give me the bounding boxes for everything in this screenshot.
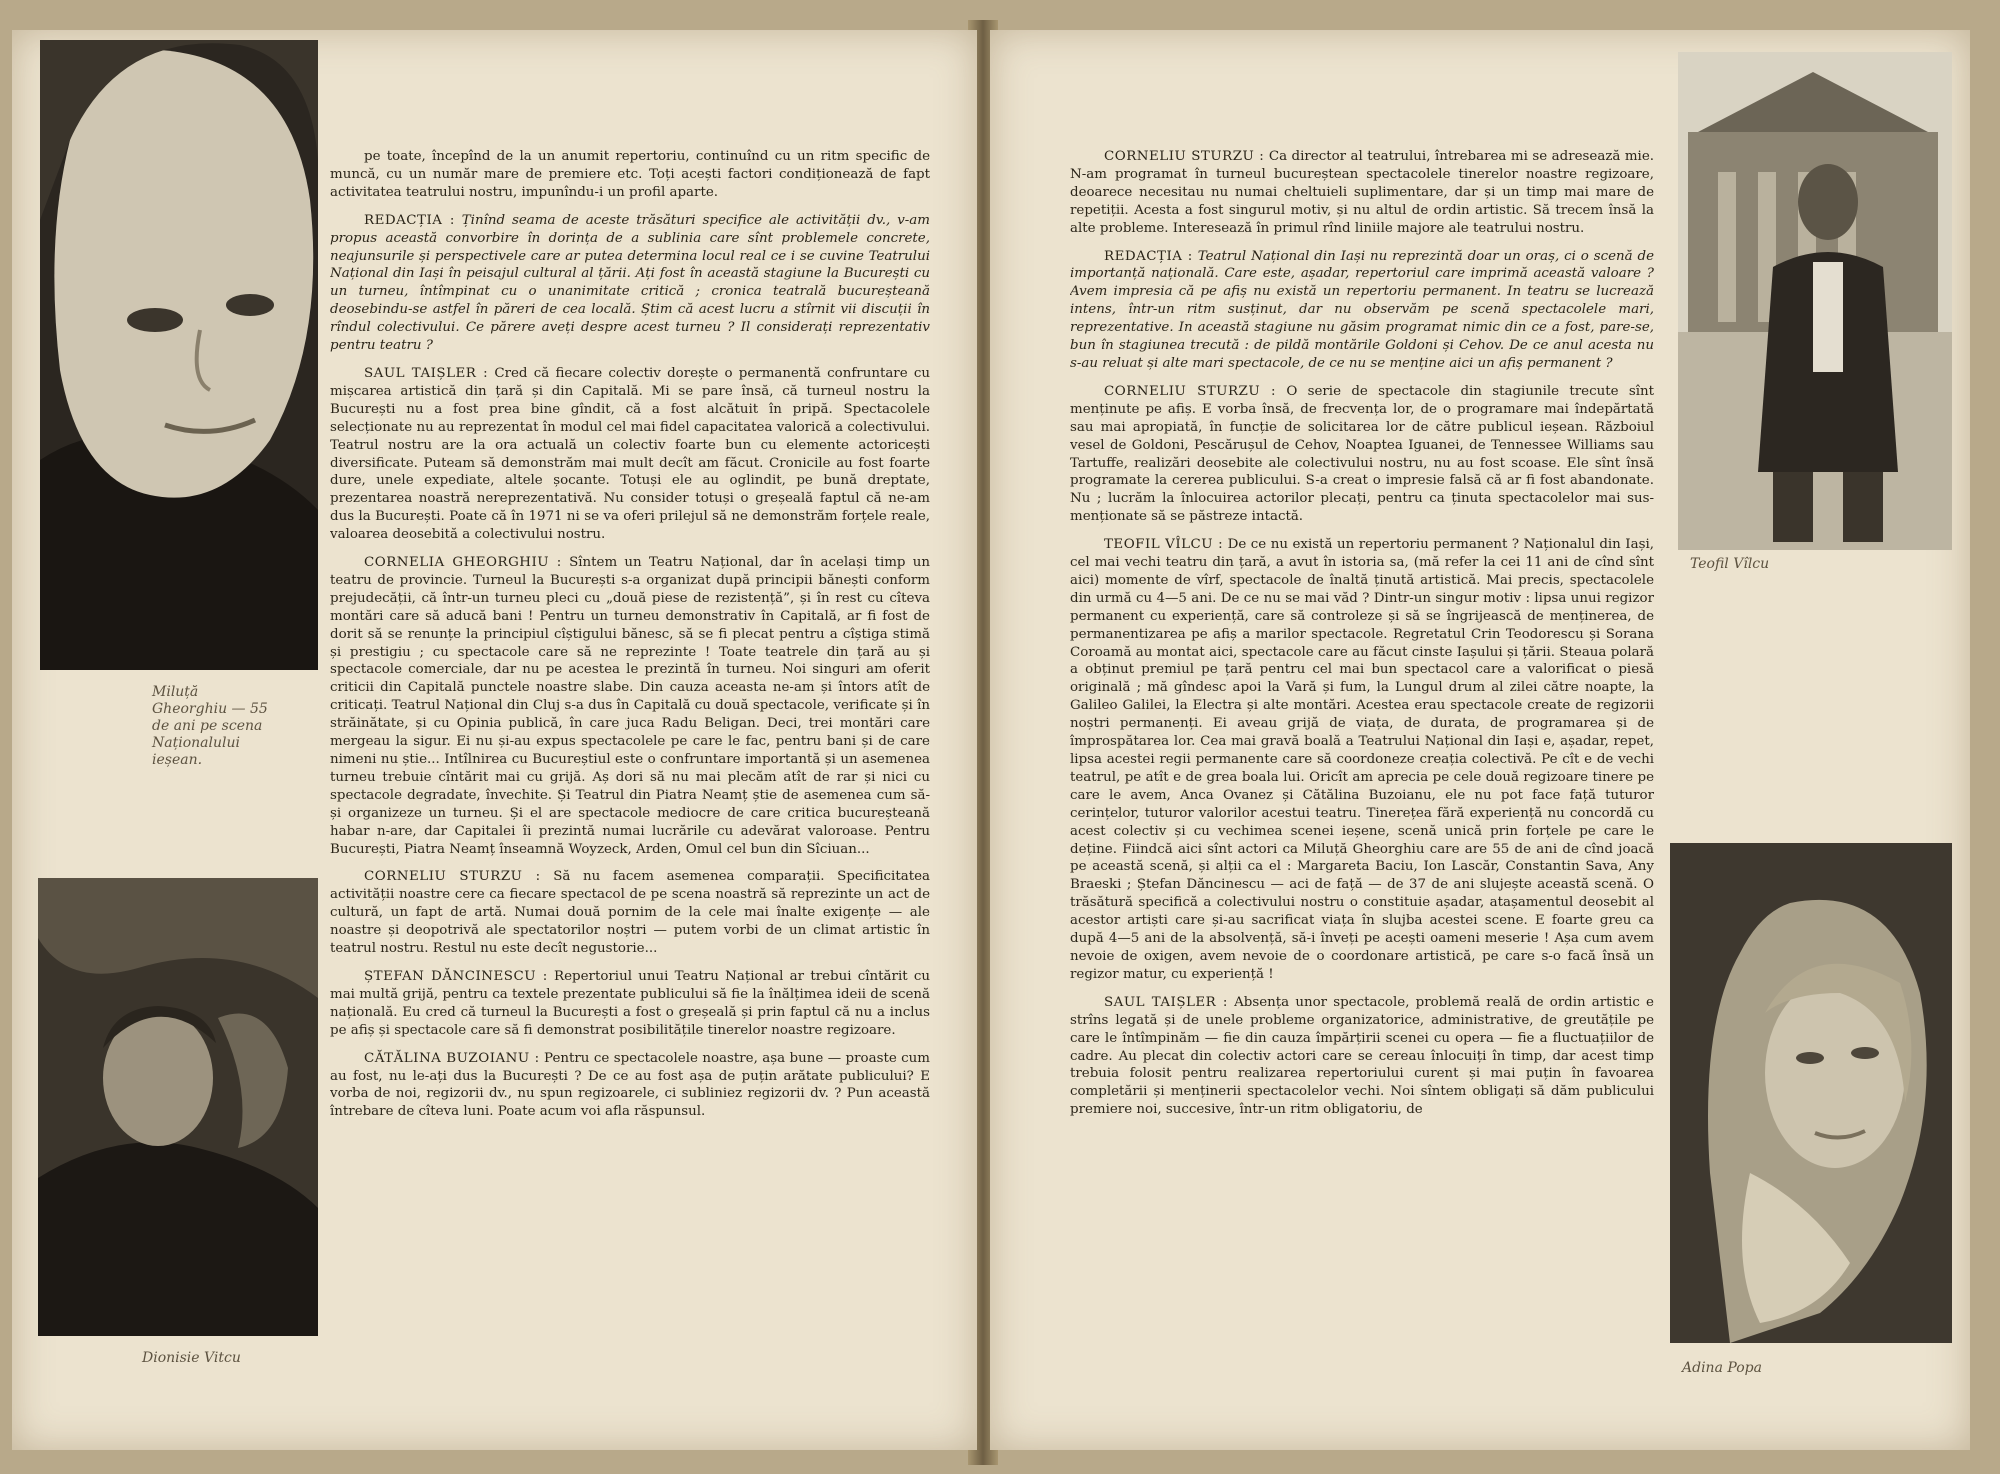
dialogue-paragraph — [1070, 994, 1654, 1119]
paragraph-text: pe toate, începînd de la un anumit repertoriu, continuînd cu un ritm specific de muncă, cu un număr mare de premiere etc. Toți acești factori condiționează de fapt activitatea teatrului nostru, impunîndu-i un profil aparte. — [330, 149, 930, 200]
photo-caption: Adina Popa — [1682, 1360, 1762, 1376]
speaker-name: CORNELIU STURZU : — [1104, 149, 1265, 164]
speaker-name: REDACȚIA : — [364, 212, 455, 228]
speaker-name: REDACȚIA : — [1104, 248, 1193, 264]
dialogue-paragraph — [330, 212, 930, 355]
photo-caption: Miluță Gheorghiu — 55 de ani pe scena Naționalului ieșean. — [152, 684, 268, 768]
portrait-photo-miluta-gheorghiu — [40, 40, 318, 670]
portrait-photo-adina-popa — [1670, 843, 1952, 1343]
photo-caption: Teofil Vîlcu — [1690, 556, 1770, 572]
portrait-photo-dionisie-vitcu — [38, 878, 318, 1336]
paragraph-text: De ce nu există un repertoriu permanent ? Naționalul din Iași, cel mai vechi teatru din țară, a avut în istoria sa, (mă refer la cei 11 ani de cînd sînt aici) momente de vîrf, spectacole de înaltă ținută artistică. Mai precis, spectacolele din urmă cu 4—5 ani. De ce nu se mai văd ? Dintr-un singur motiv : lipsa unui regizor permanent cu experiență, care să controleze și să se îngrijească de menținerea, de permanentizarea pe afiș a marilor spectacole. Regretatul Crin Teodorescu și Sorana Coroamă au montat aici, spectacole care au făcut cinste Iașului și țării. Steaua polară a obținut premiul pe țară pentru cel mai bun spectacol care a valorificat o piesă originală ; mă gîndesc apoi la Vară și fum, la Lungul drum al zilei către noapte, la Galileo Galilei, la Electra și alte montări. Acestea erau spectacole create de regizorii noștri permanenți. Ei aveau grijă de viața, de durata, de programarea și de împrospătarea lor. Cea mai gravă boală a Teatrului Național din Iași e, așadar, repet, lipsa acestei regii permanente care să coordoneze creația colectivă. Pe cît e de vechi teatrul, pe atît e de grea boala lui. Oricît am aprecia pe cele două regizoare tinere pe care le avem, Anca Ovanez și Cătălina Buzoianu, ele nu pot face față tuturor cerințelor, tuturor valorilor acestui teatru. Tinerețea fără experiență nu concordă cu acest colectiv și cu vechimea scenei ieșene, scenă unică prin forțele pe care le deține. Fiindcă aici sînt actori ca Miluță Gheorghiu care are 55 de ani de cînd joacă pe această scenă, și alții ca el : Margareta Baciu, Ion Lascăr, Constantin Sava, Any Braeski ; Ștefan Dăncinescu — aci de față — de 37 de ani slujește această scenă. O trăsătură specifică a colectivului nostru o constituie așadar, atașamentul deosebit al acestor artiști care și-au sacrificat viața în slujba acestei scene. E foarte greu ca după 4—5 ani de la absolvență, să-i înveți pe acești oameni meserie ! Așa cum avem nevoie de oxigen, avem nevoie de o coordonare artistică, pe care s-o facă însă un regizor matur, cu experiență ! — [1070, 537, 1654, 982]
speaker-name: CORNELIU STURZU : — [1104, 383, 1276, 399]
speaker-name: ȘTEFAN DĂNCINESCU : — [364, 968, 548, 984]
dialogue-paragraph — [330, 365, 930, 544]
speaker-name: SAUL TAIȘLER : — [364, 365, 489, 381]
speaker-name: SAUL TAIȘLER : — [1104, 994, 1228, 1010]
dialogue-paragraph — [1070, 536, 1654, 984]
photo-caption: Dionisie Vitcu — [142, 1350, 241, 1366]
intro-paragraph — [330, 148, 930, 202]
left-page — [12, 30, 977, 1450]
paragraph-text: Pentru ce spectacolele noastre, așa bune — proaste cum au fost, nu le-ați dus la București ? De ce au fost așa de puțin arătate publicului? E vorba de noi, regizorii dv., nu spun regizoarele, ci subliniez regizorii dv. ? Pun această întrebare de cîteva luni. Poate acum voi afla răspunsul. — [330, 1050, 930, 1120]
paragraph-text: O serie de spectacole din stagiunile trecute sînt menținute pe afiș. E vorba însă, de frecvența lor, de o programare mai îndepărtată sau mai apropiată, în funcție de solicitarea lor de către publicul ieșean. Războiul vesel de Goldoni, Pescărușul de Cehov, Noaptea Iguanei, de Tennessee Williams sau Tartuffe, realizări deosebite ale colectivului nostru, nu au fost scoase. Ele sînt însă programate la cererea publicului. S-a creat o impresie falsă că ar fi fost abandonate. Nu ; lucrăm la înlocuirea actorilor plecați, pentru ca ținuta spectacolelor mai sus-menționate să se păstreze intactă. — [1070, 383, 1654, 525]
speaker-name: CĂTĂLINA BUZOIANU : — [364, 1050, 540, 1066]
dialogue-paragraph — [330, 868, 930, 958]
interview-text-column — [1070, 148, 1654, 1388]
paragraph-text: Sîntem un Teatru Național, dar în același timp un teatru de provincie. Turneul la București s-a organizat după principii bănești conform prejudecății, că într-un turneu pleci cu „două piese de rezistență”, și în rest cu cîteva montări care să aducă bani ! Pentru un turneu demonstrativ în Capitală, ar fi fost de dorit să se renunțe la principiul cîștigului bănesc, să se fi plecat pentru a cîștiga stimă și prestigiu ; cu spectacole care să ne reprezinte ! Toate teatrele din țară au și spectacole comerciale, dar nu pe acestea le prezintă în turneu. Noi singuri am oferit criticii din Capitală punctele noastre slabe. Din cauza aceasta ne-am și întors atît de criticați. Teatrul Național din Cluj s-a dus în Capitală cu două spectacole, verificate și în străinătate, și cu Opinia publică, în care juca Radu Beligan. Deci, trei montări care mergeau la sigur. Ei nu și-au expus spectacolele pe care le fac, pentru bani și de care nimeni nu știe... Intîlnirea cu Bucureștiul este o confruntare importantă și un asemenea turneu trebuie cîntărit mai cu grijă. Aș dori să nu mai plecăm atît de rar și nici cu spectacole degradate, învechite. Și Teatrul din Piatra Neamț știe de asemenea cum să-și organizeze un turneu. Și el are spectacole mediocre de care critica bucureșteană habar n-are, dar Capitalei îi prezintă numai lucrările cu adevărat valoroase. Pentru București, Piatra Neamț înseamnă Woyzeck, Arden, Omul cel bun din Sîciuan... — [330, 555, 930, 857]
paragraph-text: Absența unor spectacole, problemă reală de ordin artistic e strîns legată și de unele probleme organizatorice, administrative, de greutățile pe care le întîmpinăm — fie din cauza împărțirii scenei cu opera — fie a fluctuațiilor de cadre. Au plecat din colectiv actori care se cereau înlocuiți în timp, dar acest timp trebuia folosit pentru realizarea repertoriului curent și mai puțin în favoarea completării și menținerii spectacolelor vechi. Noi sîntem obligați să dăm publicului premiere noi, succesive, într-un ritm obligatoriu, de — [1070, 994, 1654, 1118]
right-page — [990, 30, 1970, 1450]
paragraph-text: Teatrul Național din Iași nu reprezintă doar un oraș, ci o scenă de importanță națională. Care este, așadar, repertoriul care imprimă această valoare ? Avem impresia că pe afiș nu există un repertoriu permanent. In teatru se lucrează intens, într-un ritm susținut, dar nu observăm pe scenă spectacolele mari, reprezentative. In această stagiune nu găsim programat nimic din ce a fost, pare-se, bun în stagiunea trecută : de pildă montările Goldoni și Cehov. De ce anul acesta nu s-au reluat și alte mari spectacole, de ce nu se menține aici un afiș permanent ? — [1070, 248, 1654, 371]
dialogue-paragraph — [1070, 248, 1654, 373]
dialogue-paragraph — [330, 1050, 930, 1122]
portrait-photo-teofil-vilcu — [1678, 52, 1952, 550]
paragraph-text: Ca director al teatrului, întrebarea mi se adresează mie. N-am programat în turneul bucureștean spectacolele tinerelor noastre regizoare, deoarece necesitau nu numai cheltuieli suplimentare, dar și un timp mai mare de repetiții. Acesta a fost singurul motiv, și nu altul de ordin artistic. Să trecem însă la alte probleme. Interesează în primul rînd liniile majore ale teatrului nostru. — [1070, 149, 1654, 236]
dialogue-paragraph — [1070, 383, 1654, 526]
speaker-name: CORNELIU STURZU : — [364, 869, 541, 885]
interview-text-column — [330, 148, 930, 1388]
paragraph-text: Să nu facem asemenea comparații. Specificitatea activității noastre cere ca fiecare spectacol de pe scena noastră să reprezinte un act de cultură, un fapt de artă. Numai două pornim de la cele mai înalte exigențe — ale noastre și deopotrivă ale spectatorilor noștri — putem vorbi de un climat artistic în teatrul nostru. Restul nu este decît negustorie... — [330, 869, 930, 957]
dialogue-paragraph — [330, 968, 930, 1040]
speaker-name: TEOFIL VÎLCU : — [1104, 537, 1224, 553]
dialogue-paragraph — [330, 554, 930, 858]
speaker-name: CORNELIA GHEORGHIU : — [364, 555, 562, 571]
paragraph-text: Repertoriul unui Teatru Național ar trebui cîntărit cu mai multă grijă, pentru ca textele prezentate publicului să fie la înălțimea ideii de scenă națională. Eu cred că turneul la București a fost o greșeală și prin faptul că nu a inclus pe afiș și spectacole care să fi demonstrat posibilitățile tinerelor noastre regizoare. — [330, 968, 930, 1038]
paragraph-text: Cred că fiecare colectiv dorește o permanentă confruntare cu mișcarea artistică din țară și din Capitală. Mi se pare însă, că turneul nostru la București nu a fost prea bine gîndit, că a fost alcătuit în pripă. Spectacolele selecționate nu au reprezentat în modul cel mai fidel capacitatea valorică a colectivului. Teatrul nostru are la ora actuală un colectiv foarte bun cu elemente actoricești diversificate. Puteam să demonstrăm mai mult decît am făcut. Cronicile au fost foarte dure, unele expediate, altele șocante. Totuși ele au oglindit, pe bună dreptate, prezentarea noastră nereprezentativă. Nu consider totuși o greșeală faptul că ne-am dus la București. Poate că în 1971 ni se va oferi prilejul să ne demonstrăm forțele reale, valoarea deosebită a colectivului nostru. — [330, 365, 930, 543]
paragraph-text: Ținînd seama de aceste trăsături specifice ale activității dv., v-am propus această convorbire în dorința de a sublinia care sînt problemele concrete, neajunsurile și perspectivele care ar putea determina locul real ce i se cuvine Teatrului Național din Iași în peisajul cultural al țării. Ați fost în această stagiune la București cu un turneu, întîmpinat cu o unanimitate critică ; cronica teatrală bucureșteană deosebindu-se astfel în păreri de cea locală. Știm că acest lucru a stîrnit vii discuții în rîndul colectivului. Ce părere aveți despre acest turneu ? Il considerați reprezentativ pentru teatru ? — [330, 212, 930, 354]
dialogue-paragraph — [1070, 148, 1654, 238]
